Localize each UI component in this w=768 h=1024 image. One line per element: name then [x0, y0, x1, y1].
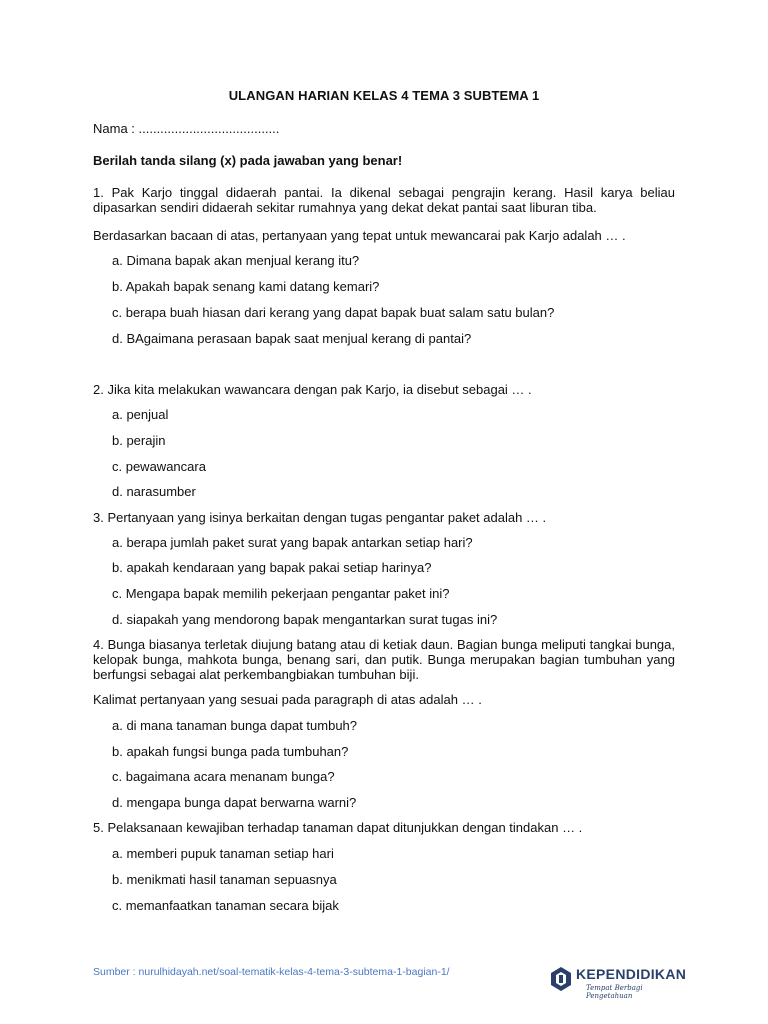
- q5-option-c: c. memanfaatkan tanaman secara bijak: [112, 898, 339, 913]
- kependidikan-logo: [550, 964, 687, 1000]
- q5-option-b: b. menikmati hasil tanaman sepuasnya: [112, 872, 337, 887]
- footer-source-link[interactable]: Sumber : nurulhidayah.net/soal-tematik-kelas-4-tema-3-subtema-1-bagian-1/: [93, 966, 450, 978]
- q2-option-b: b. perajin: [112, 433, 166, 448]
- q3-option-c: c. Mengapa bapak memilih pekerjaan pengantar paket ini?: [112, 586, 450, 601]
- q3-question: 3. Pertanyaan yang isinya berkaitan dengan tugas pengantar paket adalah … .: [93, 510, 547, 525]
- q1-option-d: d. BAgaimana perasaan bapak saat menjual kerang di pantai?: [112, 331, 472, 346]
- q1-passage: 1. Pak Karjo tinggal didaerah pantai. Ia dikenal sebagai pengrajin kerang. Hasil karya beliau dipasarkan sendiri didaerah sekitar rumahnya yang dekat dekat pantai saat liburan tiba.: [93, 185, 675, 215]
- q2-option-a: a. penjual: [112, 407, 169, 422]
- q2-option-c: c. pewawancara: [112, 459, 206, 474]
- logo-text: KEPENDIDIKAN: [576, 966, 687, 982]
- q4-option-d: d. mengapa bunga dapat berwarna warni?: [112, 795, 357, 810]
- logo-tagline: Tempat Berbagi Pengetahuan: [586, 984, 643, 1000]
- q2-question: 2. Jika kita melakukan wawancara dengan pak Karjo, ia disebut sebagai … .: [93, 382, 532, 397]
- q4-question: Kalimat pertanyaan yang sesuai pada paragraph di atas adalah … .: [93, 692, 482, 707]
- q4-passage: 4. Bunga biasanya terletak diujung batang atau di ketiak daun. Bagian bunga meliputi tangkai bunga, kelopak bunga, mahkota bunga, benang sari, dan putik. Bunga merupakan bagian tumbuhan yang berfungsi sebagai alat perkembangbiakan tumbuhan biji.: [93, 637, 675, 682]
- q1-option-c: c. berapa buah hiasan dari kerang yang dapat bapak buat salam satu bulan?: [112, 305, 555, 320]
- logo-mark-icon: [550, 966, 572, 992]
- q1-option-b: b. Apakah bapak senang kami datang kemari?: [112, 279, 380, 294]
- q3-option-a: a. berapa jumlah paket surat yang bapak antarkan setiap hari?: [112, 535, 473, 550]
- q4-option-c: c. bagaimana acara menanam bunga?: [112, 769, 335, 784]
- q5-option-a: a. memberi pupuk tanaman setiap hari: [112, 846, 334, 861]
- name-field-label: Nama : .......................................: [93, 121, 280, 136]
- q3-option-d: d. siapakah yang mendorong bapak mengantarkan surat tugas ini?: [112, 612, 498, 627]
- q1-option-a: a. Dimana bapak akan menjual kerang itu?: [112, 253, 360, 268]
- q4-option-a: a. di mana tanaman bunga dapat tumbuh?: [112, 718, 358, 733]
- instruction: Berilah tanda silang (x) pada jawaban yang benar!: [93, 153, 403, 168]
- page-title: ULANGAN HARIAN KELAS 4 TEMA 3 SUBTEMA 1: [228, 88, 540, 103]
- q3-option-b: b. apakah kendaraan yang bapak pakai setiap harinya?: [112, 560, 432, 575]
- q1-question: Berdasarkan bacaan di atas, pertanyaan yang tepat untuk mewancarai pak Karjo adalah … .: [93, 228, 626, 243]
- q2-option-d: d. narasumber: [112, 484, 196, 499]
- q5-question: 5. Pelaksanaan kewajiban terhadap tanaman dapat ditunjukkan dengan tindakan … .: [93, 820, 583, 835]
- q4-option-b: b. apakah fungsi bunga pada tumbuhan?: [112, 744, 349, 759]
